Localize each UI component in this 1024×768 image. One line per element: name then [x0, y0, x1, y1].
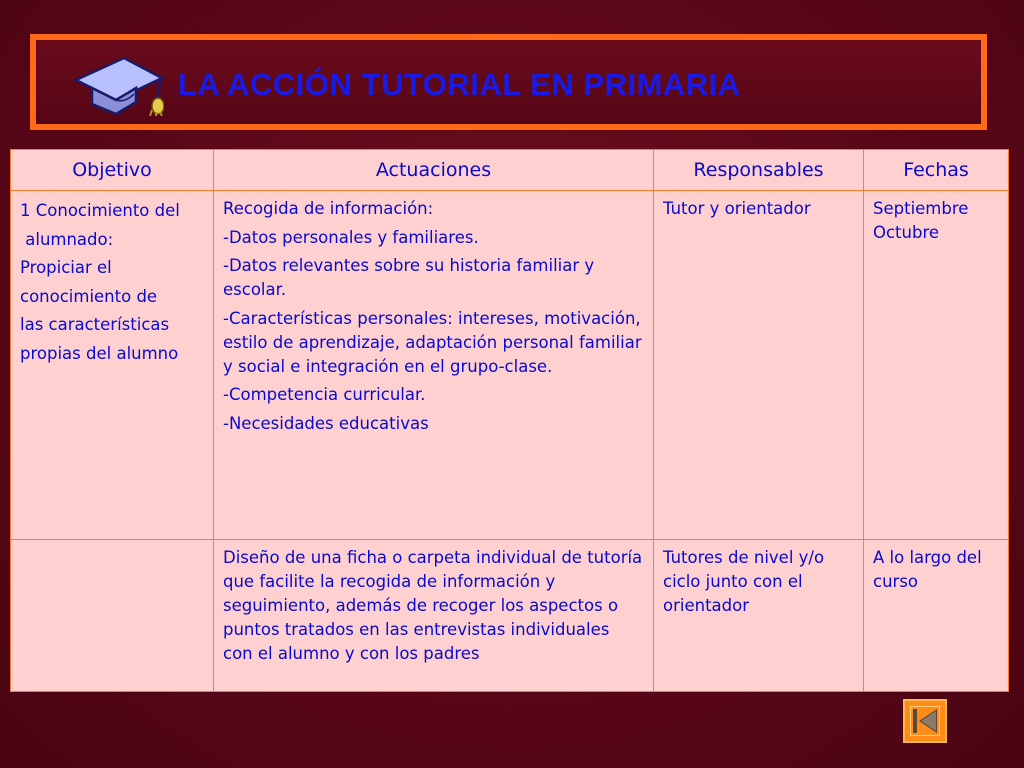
page-title: LA ACCIÓN TUTORIAL EN PRIMARIA [178, 67, 741, 102]
back-button[interactable] [903, 699, 947, 743]
cell-actuaciones [214, 191, 654, 540]
header-objetivo: Objetivo [11, 150, 214, 191]
objetivo-line: 1 Conocimiento del [20, 201, 180, 220]
title-box [30, 34, 987, 130]
header-responsables: Responsables [654, 150, 864, 191]
actuacion-item: -Competencia curricular. [223, 385, 426, 404]
cell-objetivo [11, 540, 214, 692]
fecha-line: Octubre [873, 223, 940, 242]
objetivo-line: conocimiento de [20, 286, 158, 306]
tutorial-table [10, 149, 1009, 692]
objetivo-line: Propiciar el [20, 258, 112, 278]
objetivo-line: alumnado: [20, 229, 114, 249]
actuacion-item: -Necesidades educativas [223, 413, 429, 433]
graduation-cap-icon [72, 50, 164, 116]
actuacion-item: -Datos relevantes sobre su historia familiar y escolar. [223, 256, 595, 299]
cell-objetivo [11, 191, 214, 540]
objetivo-line: las características [20, 315, 170, 335]
table-header-row [11, 150, 1009, 191]
cell-responsables: Tutores de nivel y/o ciclo junto con el orientador [654, 540, 864, 692]
table-row [11, 191, 1009, 540]
cell-fechas [864, 191, 1009, 540]
objetivo-line: propias del alumno [20, 343, 179, 363]
header-actuaciones: Actuaciones [214, 150, 654, 191]
actuacion-item: Recogida de información: [223, 199, 434, 218]
actuacion-item: -Datos personales y familiares. [223, 227, 479, 247]
fecha-line: Septiembre [873, 199, 969, 218]
table-row [11, 540, 1009, 692]
header-fechas: Fechas [864, 150, 1009, 191]
cell-actuaciones: Diseño de una ficha o carpeta individual de tutoría que facilite la recogida de información y seguimiento, además de recoger los aspectos o puntos tratados en las entrevistas individuales con el alumno y con los padres [214, 540, 654, 692]
back-arrow-icon [910, 706, 940, 736]
cell-responsables: Tutor y orientador [654, 191, 864, 540]
actuacion-item: -Características personales: intereses, motivación, estilo de aprendizaje, adaptación personal familiar y social e integración en el grupo-clase. [223, 308, 642, 376]
cell-fechas: A lo largo del curso [864, 540, 1009, 692]
